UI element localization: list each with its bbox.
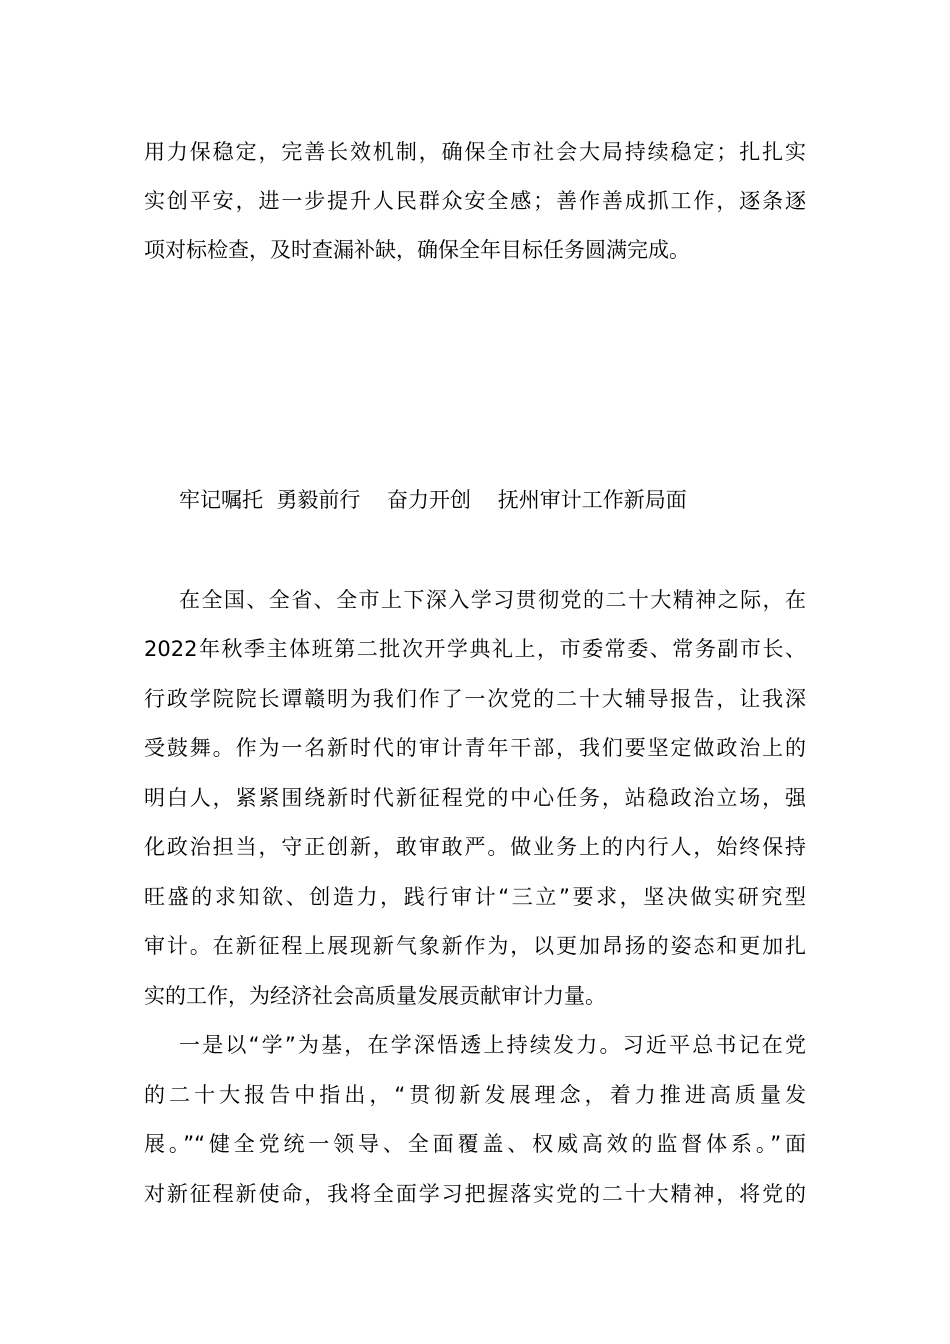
text-line: 一是以“学”为基，在学深悟透上持续发力。习近平总书记在党 (179, 1033, 806, 1057)
text-line: 明白人，紧紧围绕新时代新征程党的中心任务，站稳政治立场，强 (144, 786, 806, 810)
text-line: 用力保稳定，完善长效机制，确保全市社会大局持续稳定；扎扎实 (144, 140, 806, 164)
text-line: 化政治担当，守正创新，敢审敢严。做业务上的内行人，始终保持 (144, 835, 806, 859)
text-line: 2022年秋季主体班第二批次开学典礼上，市委常委、常务副市长、 (144, 637, 806, 661)
text-line: 实的工作，为经济社会高质量发展贡献审计力量。 (144, 984, 606, 1008)
text-line: 审计。在新征程上展现新气象新作为，以更加昂扬的姿态和更加扎 (144, 934, 806, 958)
article-title: 牢记嘱托 勇毅前行 奋力开创 抚州审计工作新局面 (179, 488, 687, 512)
text-line: 项对标检查，及时查漏补缺，确保全年目标任务圆满完成。 (144, 238, 690, 262)
text-line: 的二十大报告中指出，“贯彻新发展理念，着力推进高质量发 (144, 1083, 806, 1107)
text-line: 对新征程新使命，我将全面学习把握落实党的二十大精神，将党的 (144, 1182, 806, 1206)
text-line: 实创平安，进一步提升人民群众安全感；善作善成抓工作，逐条逐 (144, 189, 806, 213)
text-line: 旺盛的求知欲、创造力，践行审计“三立”要求，坚决做实研究型 (144, 885, 806, 909)
text-line: 受鼓舞。作为一名新时代的审计青年干部，我们要坚定做政治上的 (144, 736, 806, 760)
text-line: 行政学院院长谭赣明为我们作了一次党的二十大辅导报告，让我深 (144, 687, 806, 711)
text-line: 展。”“健全党统一领导、全面覆盖、权威高效的监督体系。”面 (144, 1132, 806, 1156)
text-line: 在全国、全省、全市上下深入学习贯彻党的二十大精神之际，在 (179, 588, 806, 612)
